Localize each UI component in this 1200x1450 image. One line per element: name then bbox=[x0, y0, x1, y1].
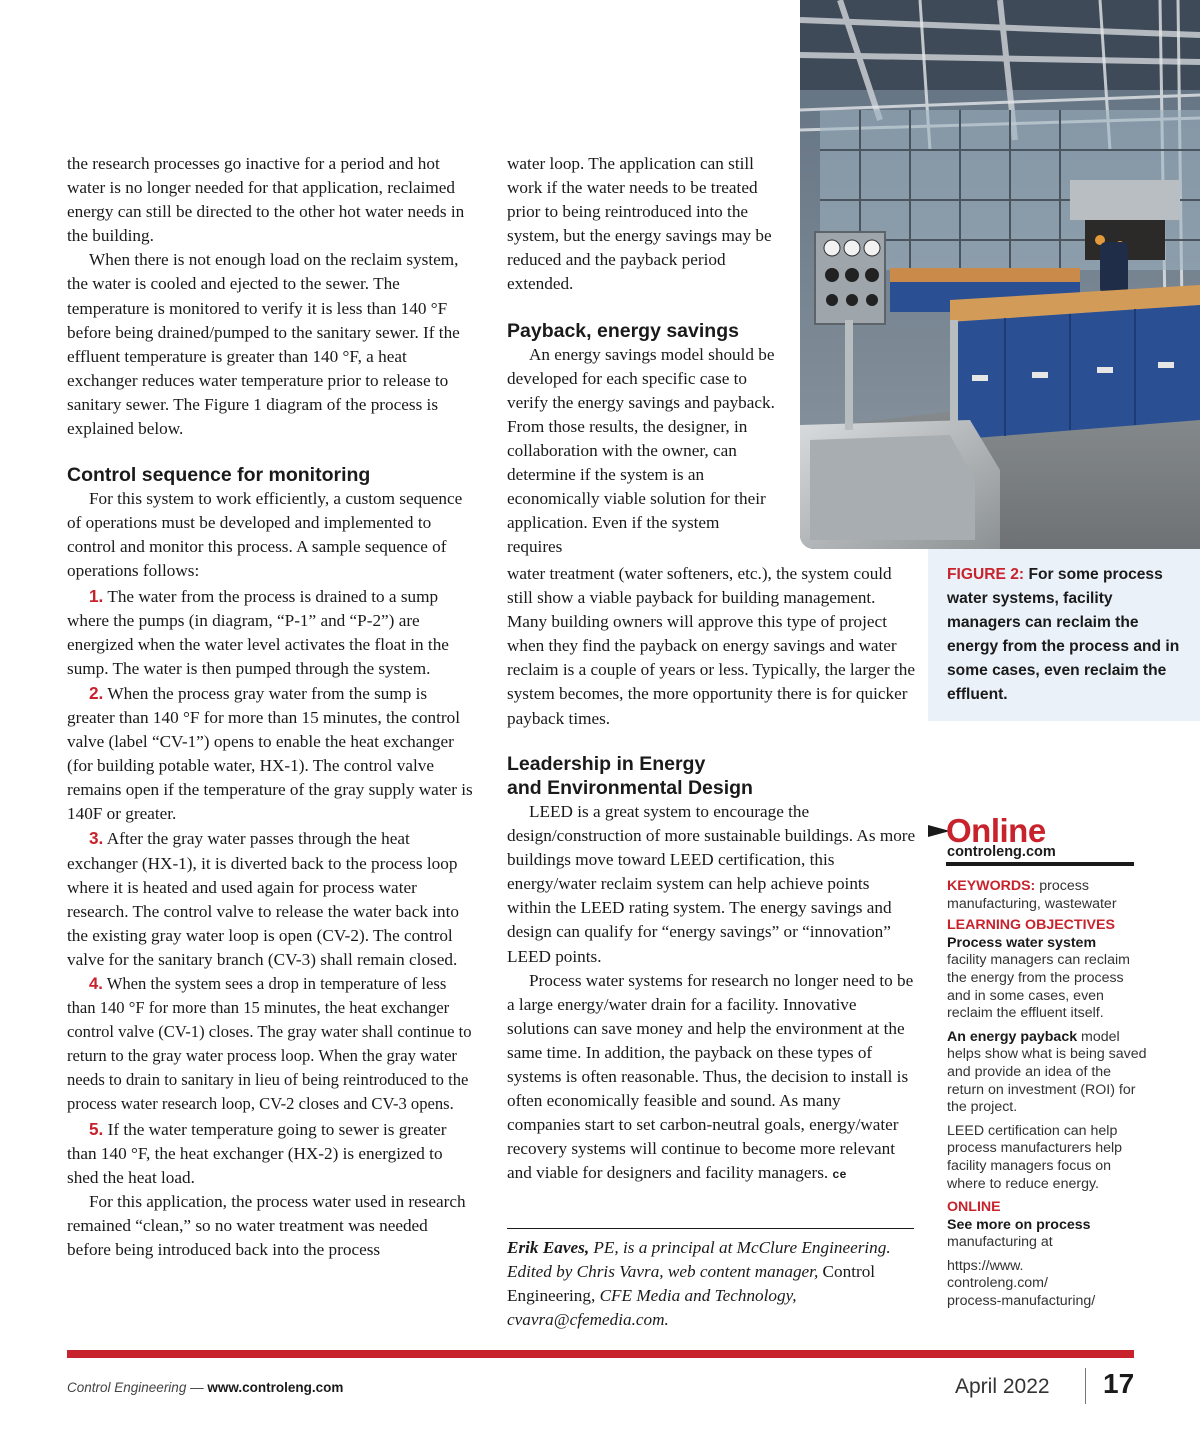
left-paragraph-2: When there is not enough load on the reclaim system, the water is cooled and ejected to the sewer. The temperature is monitored to verify it is less than 140 °F before being drained/pumped to the sanitary sewer. If the effluent temperature is greater than 140 °F, a heat exchanger reduces water temperature prior to release to sanitary sewer. The Figure 1 diagram of the process is explained below. bbox=[67, 250, 460, 439]
objective-3: LEED certification can help process manufacturers help facility managers focus on where to reduce energy. bbox=[947, 1122, 1123, 1192]
sequence-step-1 bbox=[67, 584, 475, 681]
online-label: ONLINE bbox=[947, 1199, 1001, 1216]
online-logo-word: Online bbox=[946, 812, 1046, 849]
heading-leed bbox=[507, 752, 917, 800]
middle-paragraph-4 bbox=[507, 969, 917, 1187]
keywords-text: process manufacturing, wastewater bbox=[947, 878, 1117, 912]
sidebar-keywords-objectives bbox=[947, 878, 1147, 1311]
online-link-line-1[interactable]: https://www. bbox=[947, 1257, 1024, 1274]
middle-column-lower bbox=[507, 752, 917, 1187]
keywords bbox=[947, 878, 1147, 913]
left-paragraph-1: the research processes go inactive for a period and hot water is no longer needed for that application, reclaimed energy can still be directed to the other hot water needs in the building. bbox=[67, 154, 465, 246]
author-bio bbox=[507, 1236, 917, 1332]
figure-caption-text: For some process water systems, facility managers can reclaim the energy from the process and in some cases, even reclaim the effluent. bbox=[947, 566, 1180, 703]
learning-objectives-label: LEARNING OBJECTIVES bbox=[947, 917, 1115, 934]
middle-column-wide bbox=[507, 562, 917, 731]
figure-caption bbox=[947, 563, 1183, 707]
author-bio-part-2: CFE Media and Technology, cvavra@cfemedia.com. bbox=[507, 1286, 797, 1330]
step-number: 1. bbox=[89, 585, 104, 606]
step-text: When the system sees a drop in temperature of less than 140 °F for more than 15 minutes, the heat exchanger control valve (CV-1) closes. The gray water shall continue to return to the gray water process loop. When the gray water needs to drain to sanitary in lieu of being reintroduced to the process water research loop, CV-2 closes and CV-3 opens. bbox=[67, 974, 472, 1114]
figure-2-photo bbox=[800, 0, 1200, 549]
middle-paragraph-2b: water treatment (water softeners, etc.), the system could still show a viable payback for building management. Many building owners will approve this type of project when they find the payback on energy savings and water reclaim is a couple of years or less. Typically, the larger the system becomes, the more opportunity there is for quicker payback times. bbox=[507, 564, 915, 728]
footer-bar bbox=[67, 1350, 1134, 1358]
sequence-step-5 bbox=[67, 1117, 475, 1190]
footer-divider bbox=[1085, 1368, 1086, 1404]
middle-paragraph-4-text: Process water systems for research no longer need to be a large energy/water drain for a facility. Innovative solutions can save money and help the environment at the same time. In addition, the payback on these types of systems is often reasonable. Thus, the decision to install is often economically feasible and sound. As many companies start to set carbon-neutral goals, energy/water recovery systems will continue to become more relevant and viable for designers and facility managers. bbox=[507, 970, 914, 1183]
footer-date: April 2022 bbox=[955, 1375, 1050, 1398]
footer-url[interactable]: www.controleng.com bbox=[207, 1380, 344, 1395]
online-link-line-2[interactable]: controleng.com/ bbox=[947, 1275, 1048, 1292]
left-paragraph-4: For this application, the process water used in research remained “clean,” so no water treatment was needed before being introduced back into the process bbox=[67, 1191, 466, 1260]
footer-publication-name: Control Engineering bbox=[67, 1380, 187, 1395]
online-divider bbox=[946, 862, 1134, 866]
heading-leed-line-1: Leadership in Energy bbox=[507, 753, 706, 775]
author-publication: Control Engineering, bbox=[507, 1262, 876, 1306]
figure-label: FIGURE 2: bbox=[947, 566, 1025, 583]
heading-control-sequence: Control sequence for monitoring bbox=[67, 464, 371, 487]
heading-leed-line-2: and Environmental Design bbox=[507, 777, 753, 799]
footer-separator: — bbox=[186, 1380, 208, 1395]
objective-2 bbox=[947, 1029, 1147, 1117]
sequence-step-4 bbox=[67, 972, 475, 1117]
objective-2-title: An energy payback bbox=[947, 1028, 1078, 1045]
author-name: Erik Eaves, bbox=[507, 1238, 590, 1257]
step-number: 4. bbox=[89, 974, 103, 993]
step-text: The water from the process is drained to a sump where the pumps (in diagram, “P-1” and “P-2”) are energized when the water level activates the float in the sump. The water is then pumped through the system. bbox=[67, 586, 449, 678]
footer-publication bbox=[67, 1380, 343, 1395]
objective-2-text: model helps show what is being saved and provide an idea of the return on investment (ROI) for the project. bbox=[947, 1028, 1147, 1116]
keywords-label: KEYWORDS: bbox=[947, 878, 1036, 894]
heading-payback: Payback, energy savings bbox=[507, 319, 739, 342]
sequence-step-3 bbox=[67, 826, 475, 972]
page-number: 17 bbox=[1103, 1368, 1135, 1399]
middle-paragraph-2a: An energy savings model should be developed for each specific case to verify the energy savings and payback. From those results, the designer, in collaboration with the owner, can determine if the system is an economically viable solution for their application. Even if the system requires bbox=[507, 344, 775, 557]
step-number: 3. bbox=[89, 828, 104, 849]
step-number: 5. bbox=[89, 1118, 104, 1139]
online-link[interactable] bbox=[947, 1258, 1147, 1311]
middle-paragraph-1: water loop. The application can still work if the water needs to be treated prior to being reintroduced into the system, but the energy savings may be reduced and the payback period extended. bbox=[507, 154, 772, 294]
left-column bbox=[67, 152, 475, 1262]
objective-1-text: facility managers can reclaim the energy from the process and in some cases, even reclaim the effluent itself. bbox=[947, 952, 1130, 1022]
online-description-text: manufacturing at bbox=[947, 1234, 1053, 1251]
step-text: If the water temperature going to sewer is greater than 140 °F, the heat exchanger (HX-2) is energized to shed the heat load. bbox=[67, 1119, 447, 1187]
objective-1 bbox=[947, 935, 1147, 1023]
left-paragraph-3: For this system to work efficiently, a custom sequence of operations must be developed and implemented to control and monitor this process. A sample sequence of operations follows: bbox=[67, 489, 463, 581]
author-divider bbox=[507, 1228, 914, 1229]
step-number: 2. bbox=[89, 682, 104, 703]
end-mark: ce bbox=[832, 1167, 847, 1182]
online-logo-domain: controleng.com bbox=[947, 844, 1056, 860]
middle-column-top bbox=[507, 152, 779, 559]
objective-1-title: Process water system bbox=[947, 934, 1097, 951]
author-bio-part-1: PE, is a principal at McClure Engineering. Edited by Chris Vavra, web content manager, bbox=[507, 1238, 891, 1282]
middle-paragraph-3: LEED is a great system to encourage the design/construction of more sustainable buildings. As more buildings move toward LEED certification, this energy/water reclaim system can help achieve points within the LEED rating system. The energy savings and design can qualify for “energy savings” or “innovation” LEED points. bbox=[507, 802, 916, 966]
online-description-title: See more on process bbox=[947, 1216, 1091, 1233]
online-link-line-3[interactable]: process-manufacturing/ bbox=[947, 1293, 1096, 1310]
sequence-step-2 bbox=[67, 681, 475, 827]
step-text: When the process gray water from the sump is greater than 140 °F for more than 15 minutes, the control valve (label “CV-1”) opens to enable the heat exchanger (for building potable water, HX-1). The control valve remains open if the temperature of the gray supply water is 140F or greater. bbox=[67, 683, 473, 824]
online-description bbox=[947, 1217, 1147, 1252]
step-text: After the gray water passes through the heat exchanger (HX-1), it is diverted back to the process loop where it is heated and used again for process water research. The control valve to release the water back into the existing gray water loop is open (CV-2). The control valve for the sanitary branch (CV-3) shall remain closed. bbox=[67, 829, 459, 969]
